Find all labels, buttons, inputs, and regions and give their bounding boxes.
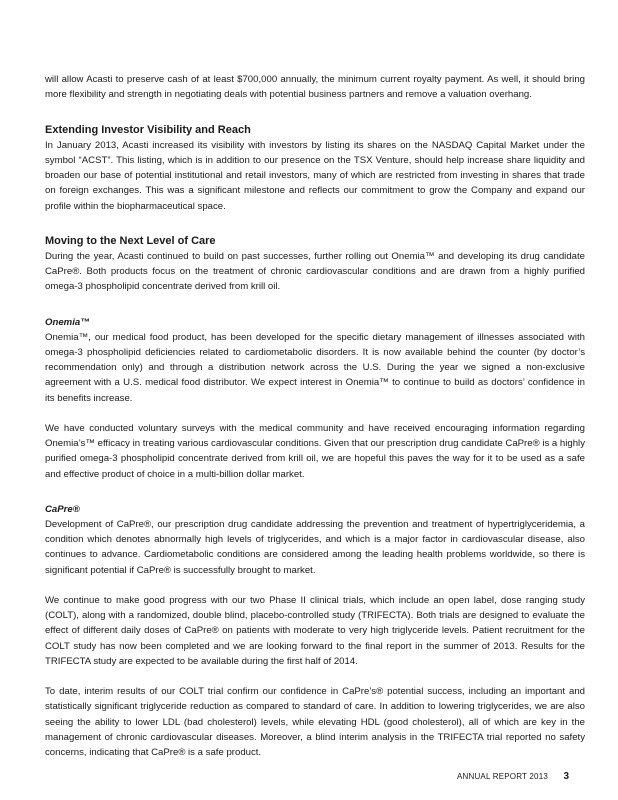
page-content bbox=[45, 72, 585, 760]
page-footer bbox=[0, 771, 618, 785]
investor-paragraph: In January 2013, Acasti increased its visibility with investors by listing its shares on the NASDAQ Capital Market under the symbol “ACST”. This listing, which is in addition to our presence on the TSX Venture, should help increase share liquidity and broaden our base of potential institutional and retail investors, many of which are restricted from investing in shares that trade on foreign exchanges. This was a significant milestone and reflects our commitment to grow the Company and expand our profile within the biopharmaceutical space. bbox=[45, 139, 585, 212]
care-heading: Moving to the Next Level of Care bbox=[45, 234, 216, 247]
intro-paragraph: will allow Acasti to preserve cash of at least $700,000 annually, the minimum current royalty payment. As well, it should bring more flexibility and strength in negotiating deals with potential business partners and remove a valuation overhang. bbox=[45, 74, 585, 101]
onemia-heading: Onemia™ bbox=[45, 316, 90, 328]
investor-heading: Extending Investor Visibility and Reach bbox=[45, 123, 251, 136]
capre-paragraph-3: To date, interim results of our COLT trial confirm our confidence in CaPre’s® potential success, including an important and statistically significant triglyceride reduction as compared to standard of care. In addition to lowering triglycerides, we are also seeing the ability to lower LDL (bad cholesterol) levels, while elevating HDL (good cholesterol), all of which are key in the management of chronic cardiovascular diseases. Moreover, a blind interim analysis in the TRIFECTA trial reported no safety concerns, indicating that CaPre® is a safe product. bbox=[45, 686, 585, 758]
page-number: 3 bbox=[563, 771, 569, 782]
capre-heading: CaPre® bbox=[45, 503, 80, 515]
care-paragraph: During the year, Acasti continued to build on past successes, further rolling out Onemia™ and developing its drug candidate CaPre®. Both products focus on the treatment of chronic cardiovascular conditions and are drawn from a highly purified omega-3 phospholipid concentrate derived from krill oil. bbox=[45, 250, 585, 293]
capre-paragraph-2: We continue to make good progress with our two Phase II clinical trials, which include an open label, dose ranging study (COLT), along with a randomized, double blind, placebo-controlled study (TRIFECTA). Both trials are designed to evaluate the effect of different daily doses of CaPre® on patients with moderate to very high triglyceride levels. Patient recruitment for the COLT study has now been completed and we are looking forward to the final report in the summer of 2013. Results for the TRIFECTA study are expected to be available during the first half of 2014. bbox=[45, 594, 585, 667]
onemia-paragraph-1: Onemia™, our medical food product, has been developed for the specific dietary management of illnesses associated with omega-3 phospholipid deficiencies related to cardiometabolic disorders. It is now available behind the counter (by doctor’s recommendation only) and through a distribution network across the U.S. During the year we signed a non-exclusive agreement with a U.S. medical food distributor. We expect interest in Onemia™ to continue to build as doctors’ confidence in its benefits increase. bbox=[45, 331, 585, 404]
footer-report-label: ANNUAL REPORT 2013 bbox=[456, 772, 548, 781]
capre-paragraph-1: Development of CaPre®, our prescription drug candidate addressing the prevention and treatment of hypertriglyceridemia, a condition which denotes abnormally high levels of triglycerides, and which is a major factor in cardiovascular disease, also continues to advance. Cardiometabolic conditions are considered among the leading health problems worldwide, so there is significant potential if CaPre® is successfully brought to market. bbox=[45, 518, 585, 576]
onemia-paragraph-2: We have conducted voluntary surveys with the medical community and have received encouraging information regarding Onemia’s™ efficacy in treating various cardiovascular conditions. Given that our prescription drug candidate CaPre® is a highly purified omega-3 phospholipid concentrate derived from krill oil, we are hopeful this paves the way for it to be used as a safe and effective product of choice in a multi-billion dollar market. bbox=[45, 422, 585, 480]
